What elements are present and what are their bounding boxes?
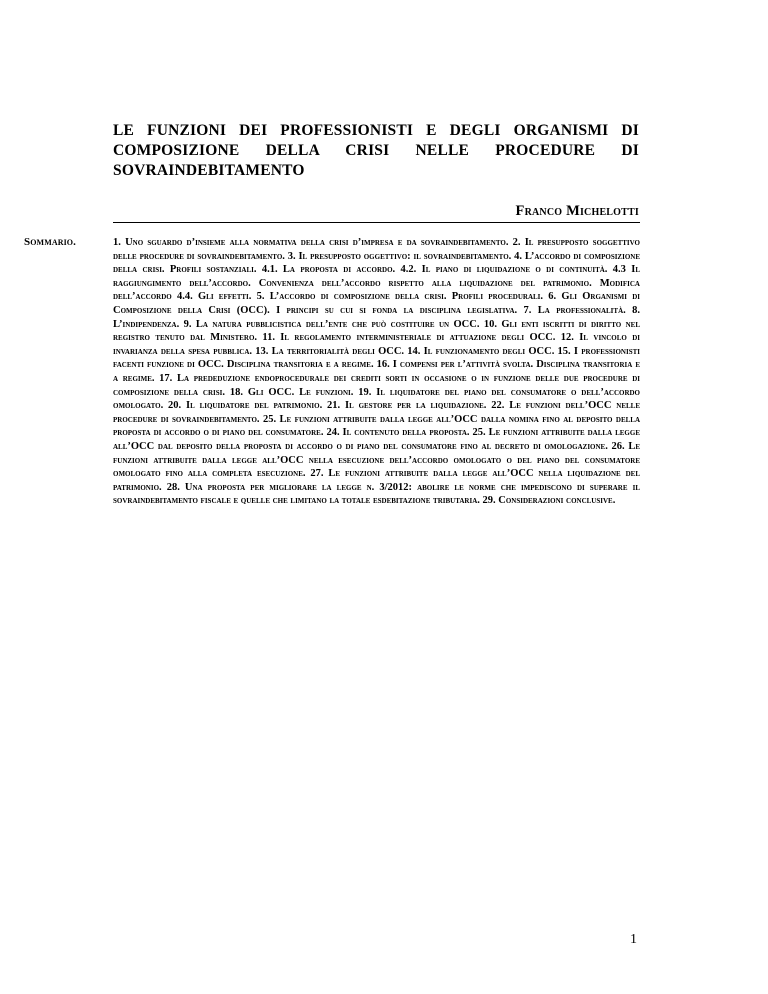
summary-text: 1. Uno sguardo d’insieme alla normativa della crisi d’impresa e da sovraindebitamento. 2. Il presupposto soggettivo delle procedure di sovraindebitamento. 3. Il presupposto oggettivo: il sovraindebitamento. 4. L’accordo di composizione della crisi. Profili sostanziali. 4.1. La proposta di accordo. 4.2. Il piano di liquidazione o di continuità. 4.3 Il raggiungimento dell’accordo. Convenienza dell’accordo rispetto alla liquidazione del patrimonio. Modifica dell’accordo 4.4. Gli effetti. 5. L’accordo di composizione della crisi. Profili procedurali. 6. Gli Organismi di Composizione della Crisi (OCC). I principi su cui si fonda la disciplina legislativa. 7. La professionalità. 8. L’indipendenza. 9. La natura pubblicistica dell’ente che può costituire un OCC. 10. Gli enti iscritti di diritto nel registro tenuto dal Ministero. 11. Il regolamento interministeriale di attuazione degli OCC. 12. Il vincolo di invarianza della spesa pubblica. 13. La territorialità degli OCC. 14. Il funzionamento degli OCC. 15. I professionisti facenti funzione di OCC. Disciplina transitoria e a regime. 16. I compensi per l’attività svolta. Disciplina transitoria e a regime. 17. La prededuzione endoprocedurale dei crediti sorti in occasione o in funzione delle due procedure di composizione della crisi. 18. Gli OCC. Le funzioni. 19. Il liquidatore del piano del consumatore o dell’accordo omologato. 20. Il liquidatore del patrimonio. 21. Il gestore per la liquidazione. 22. Le funzioni dell’OCC nelle procedure di sovraindebitamento. 25. Le funzioni attribuite dalla legge all’OCC dalla nomina fino al deposito della proposta di accordo o di piano del consumatore. 24. Il contenuto della proposta. 25. Le funzioni attribuite dalla legge all’OCC dal deposito della proposta di accordo o di piano del consumatore fino al decreto di omologazione. 26. Le funzioni attribuite dalla legge all’OCC nella esecuzione dell’accordo omologato o del piano del consumatore omologato fino alla completa esecuzione. 27. Le funzioni attribuite dalla legge all’OCC nella liquidazione del patrimonio. 28. Una proposta per migliorare la legge n. 3/2012: abolire le norme che impediscono di superare il sovraindebitamento fiscale e quelle che limitano la totale esdebitazione tributaria. 29. Considerazioni conclusive. — [113, 237, 640, 507]
title-divider — [113, 222, 640, 223]
summary-label: Sommario. — [24, 236, 76, 248]
author-name: Franco Michelotti — [515, 203, 639, 219]
page-number: 1 — [630, 932, 637, 947]
document-title: LE FUNZIONI DEI PROFESSIONISTI E DEGLI ORGANISMI DI COMPOSIZIONE DELLA CRISI NELLE PROCEDURE DI SOVRAINDEBITAMENTO — [113, 122, 639, 179]
